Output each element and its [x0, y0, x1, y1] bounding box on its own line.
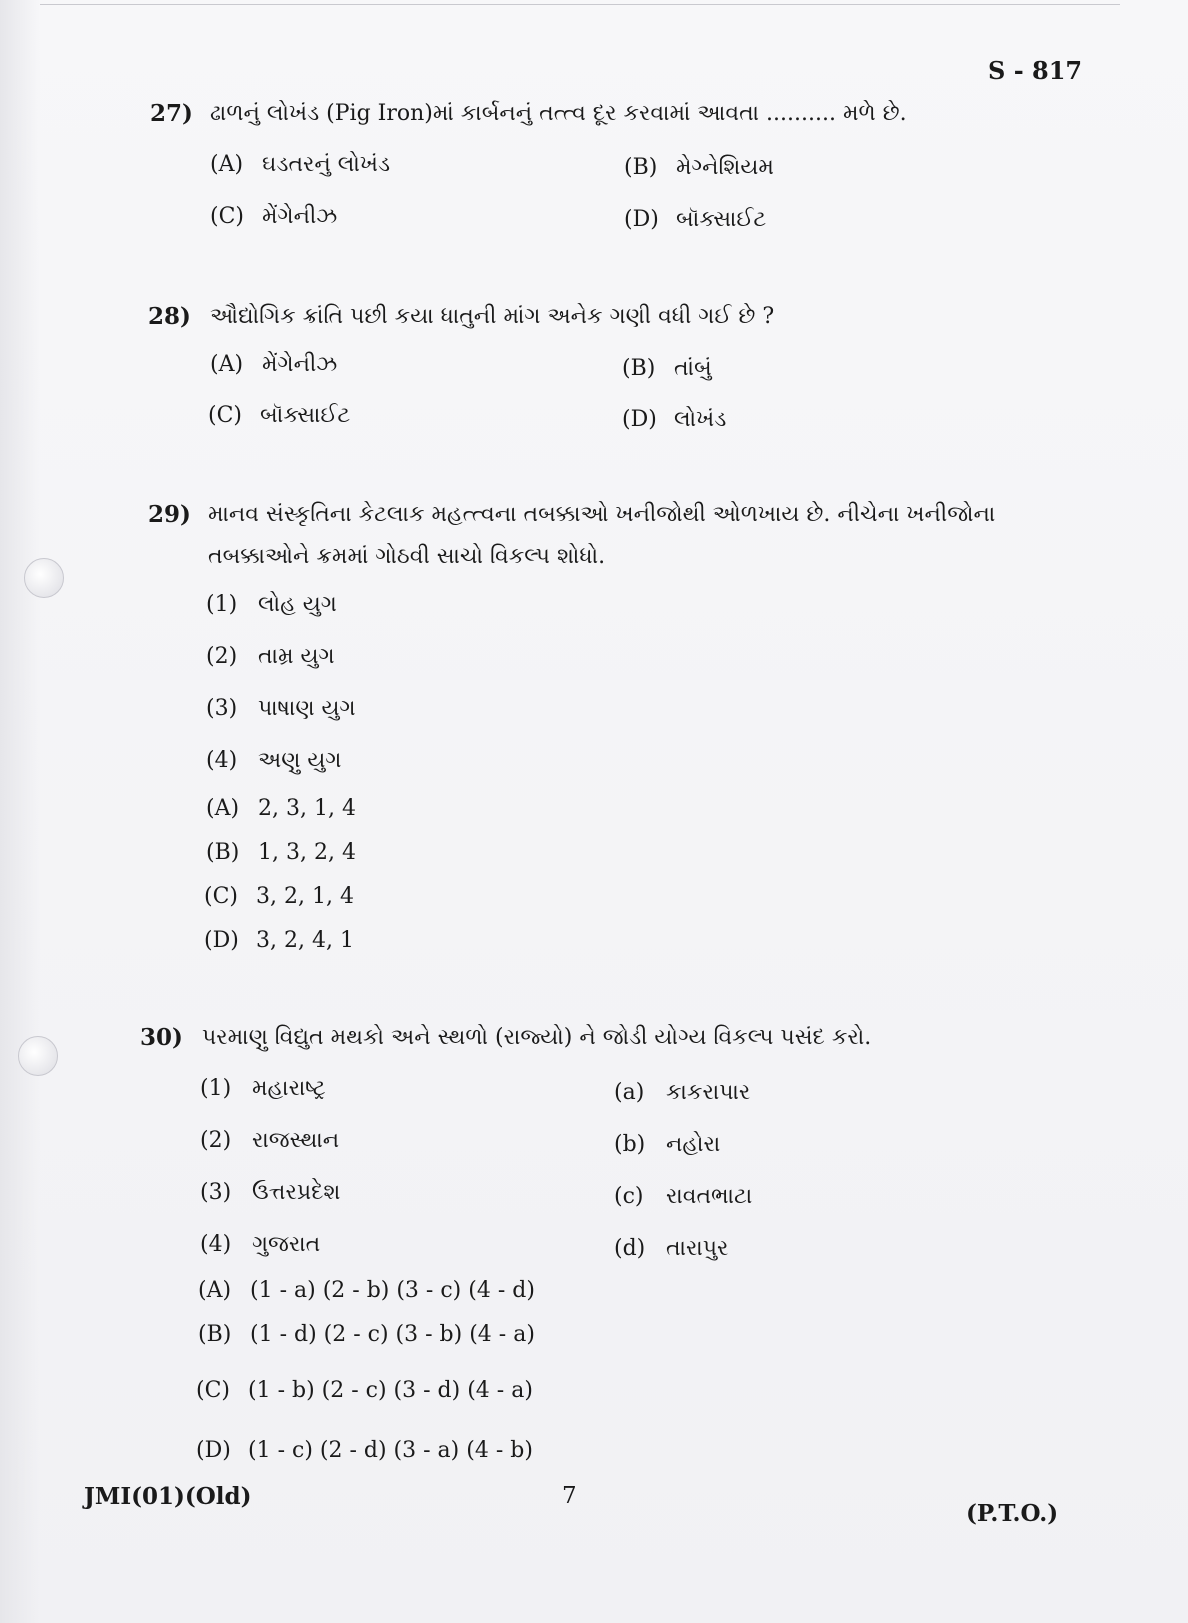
list-item-3: (3) પાષાણ યુગ	[206, 696, 356, 721]
list-item-2: (2) તામ્ર યુગ	[206, 644, 335, 669]
page-number: 7	[562, 1483, 577, 1509]
match-right-c: (c) રાવતભાટા	[614, 1184, 753, 1209]
top-edge-line	[40, 4, 1120, 5]
question-text: ઔદ્યોગિક ક્રાંતિ પછી કયા ધાતુની માંગ અનેક ગણી વધી ગઈ છે ?	[210, 304, 775, 329]
option-b: (B) મેગ્નેશિયમ	[624, 155, 774, 180]
question-text: ઢાળનું લોખંડ (Pig Iron)માં કાર્બનનું તત્ત્વ દૂર કરવામાં આવતા .......... મળે છે.	[210, 101, 907, 126]
option-b: (B) તાંબું	[622, 356, 712, 381]
match-right-b: (b) નહોરા	[614, 1132, 721, 1157]
match-left-1: (1) મહારાષ્ટ્ર	[200, 1076, 326, 1101]
list-item-4: (4) અણુ યુગ	[206, 748, 342, 773]
question-text: પરમાણુ વિદ્યુત મથકો અને સ્થળો (રાજ્યો) ને જોડી યોગ્ય વિકલ્પ પસંદ કરો.	[202, 1025, 872, 1050]
page-code: S - 817	[988, 56, 1083, 85]
match-left-4: (4) ગુજરાત	[200, 1232, 321, 1257]
punch-hole-bottom	[18, 1036, 58, 1076]
list-item-1: (1) લોહ યુગ	[206, 592, 337, 617]
match-left-3: (3) ઉત્તરપ્રદેશ	[200, 1180, 341, 1205]
option-a: (A) મેંગેનીઝ	[210, 352, 338, 377]
option-a: (A) ઘડતરનું લોખંડ	[210, 152, 391, 177]
match-right-a: (a) કાકરાપાર	[614, 1080, 751, 1105]
pto-note: (P.T.O.)	[966, 1500, 1059, 1527]
option-c: (C) 3, 2, 1, 4	[204, 884, 354, 909]
option-a: (A) (1 - a) (2 - b) (3 - c) (4 - d)	[198, 1278, 535, 1303]
punch-hole-top	[24, 558, 64, 598]
question-number: 29)	[148, 501, 191, 528]
match-left-2: (2) રાજસ્થાન	[200, 1128, 340, 1153]
paper-code: JMI(01)(Old)	[84, 1483, 252, 1510]
match-right-d: (d) તારાપુર	[614, 1236, 729, 1261]
option-c: (C) મેંગેનીઝ	[210, 204, 338, 229]
option-a: (A) 2, 3, 1, 4	[206, 796, 356, 821]
option-d: (D) લોખંડ	[622, 407, 727, 432]
option-b: (B) 1, 3, 2, 4	[206, 840, 356, 865]
option-d: (D) (1 - c) (2 - d) (3 - a) (4 - b)	[196, 1438, 533, 1463]
question-text-line-1: માનવ સંસ્કૃતિના કેટલાક મહત્ત્વના તબક્કાઓ ખનીજોથી ઓળખાય છે. નીચેના ખનીજોના	[208, 502, 996, 527]
question-text-line-2: તબક્કાઓને ક્રમમાં ગોઠવી સાચો વિકલ્પ શોધો.	[208, 544, 606, 569]
option-c: (C) બૉક્સાઈટ	[208, 403, 351, 428]
question-number: 30)	[140, 1024, 183, 1051]
option-d: (D) બૉક્સાઈટ	[624, 207, 767, 232]
question-number: 28)	[148, 303, 191, 330]
option-d: (D) 3, 2, 4, 1	[204, 928, 354, 953]
question-number: 27)	[150, 100, 193, 127]
option-c: (C) (1 - b) (2 - c) (3 - d) (4 - a)	[196, 1378, 533, 1403]
option-b: (B) (1 - d) (2 - c) (3 - b) (4 - a)	[198, 1322, 535, 1347]
